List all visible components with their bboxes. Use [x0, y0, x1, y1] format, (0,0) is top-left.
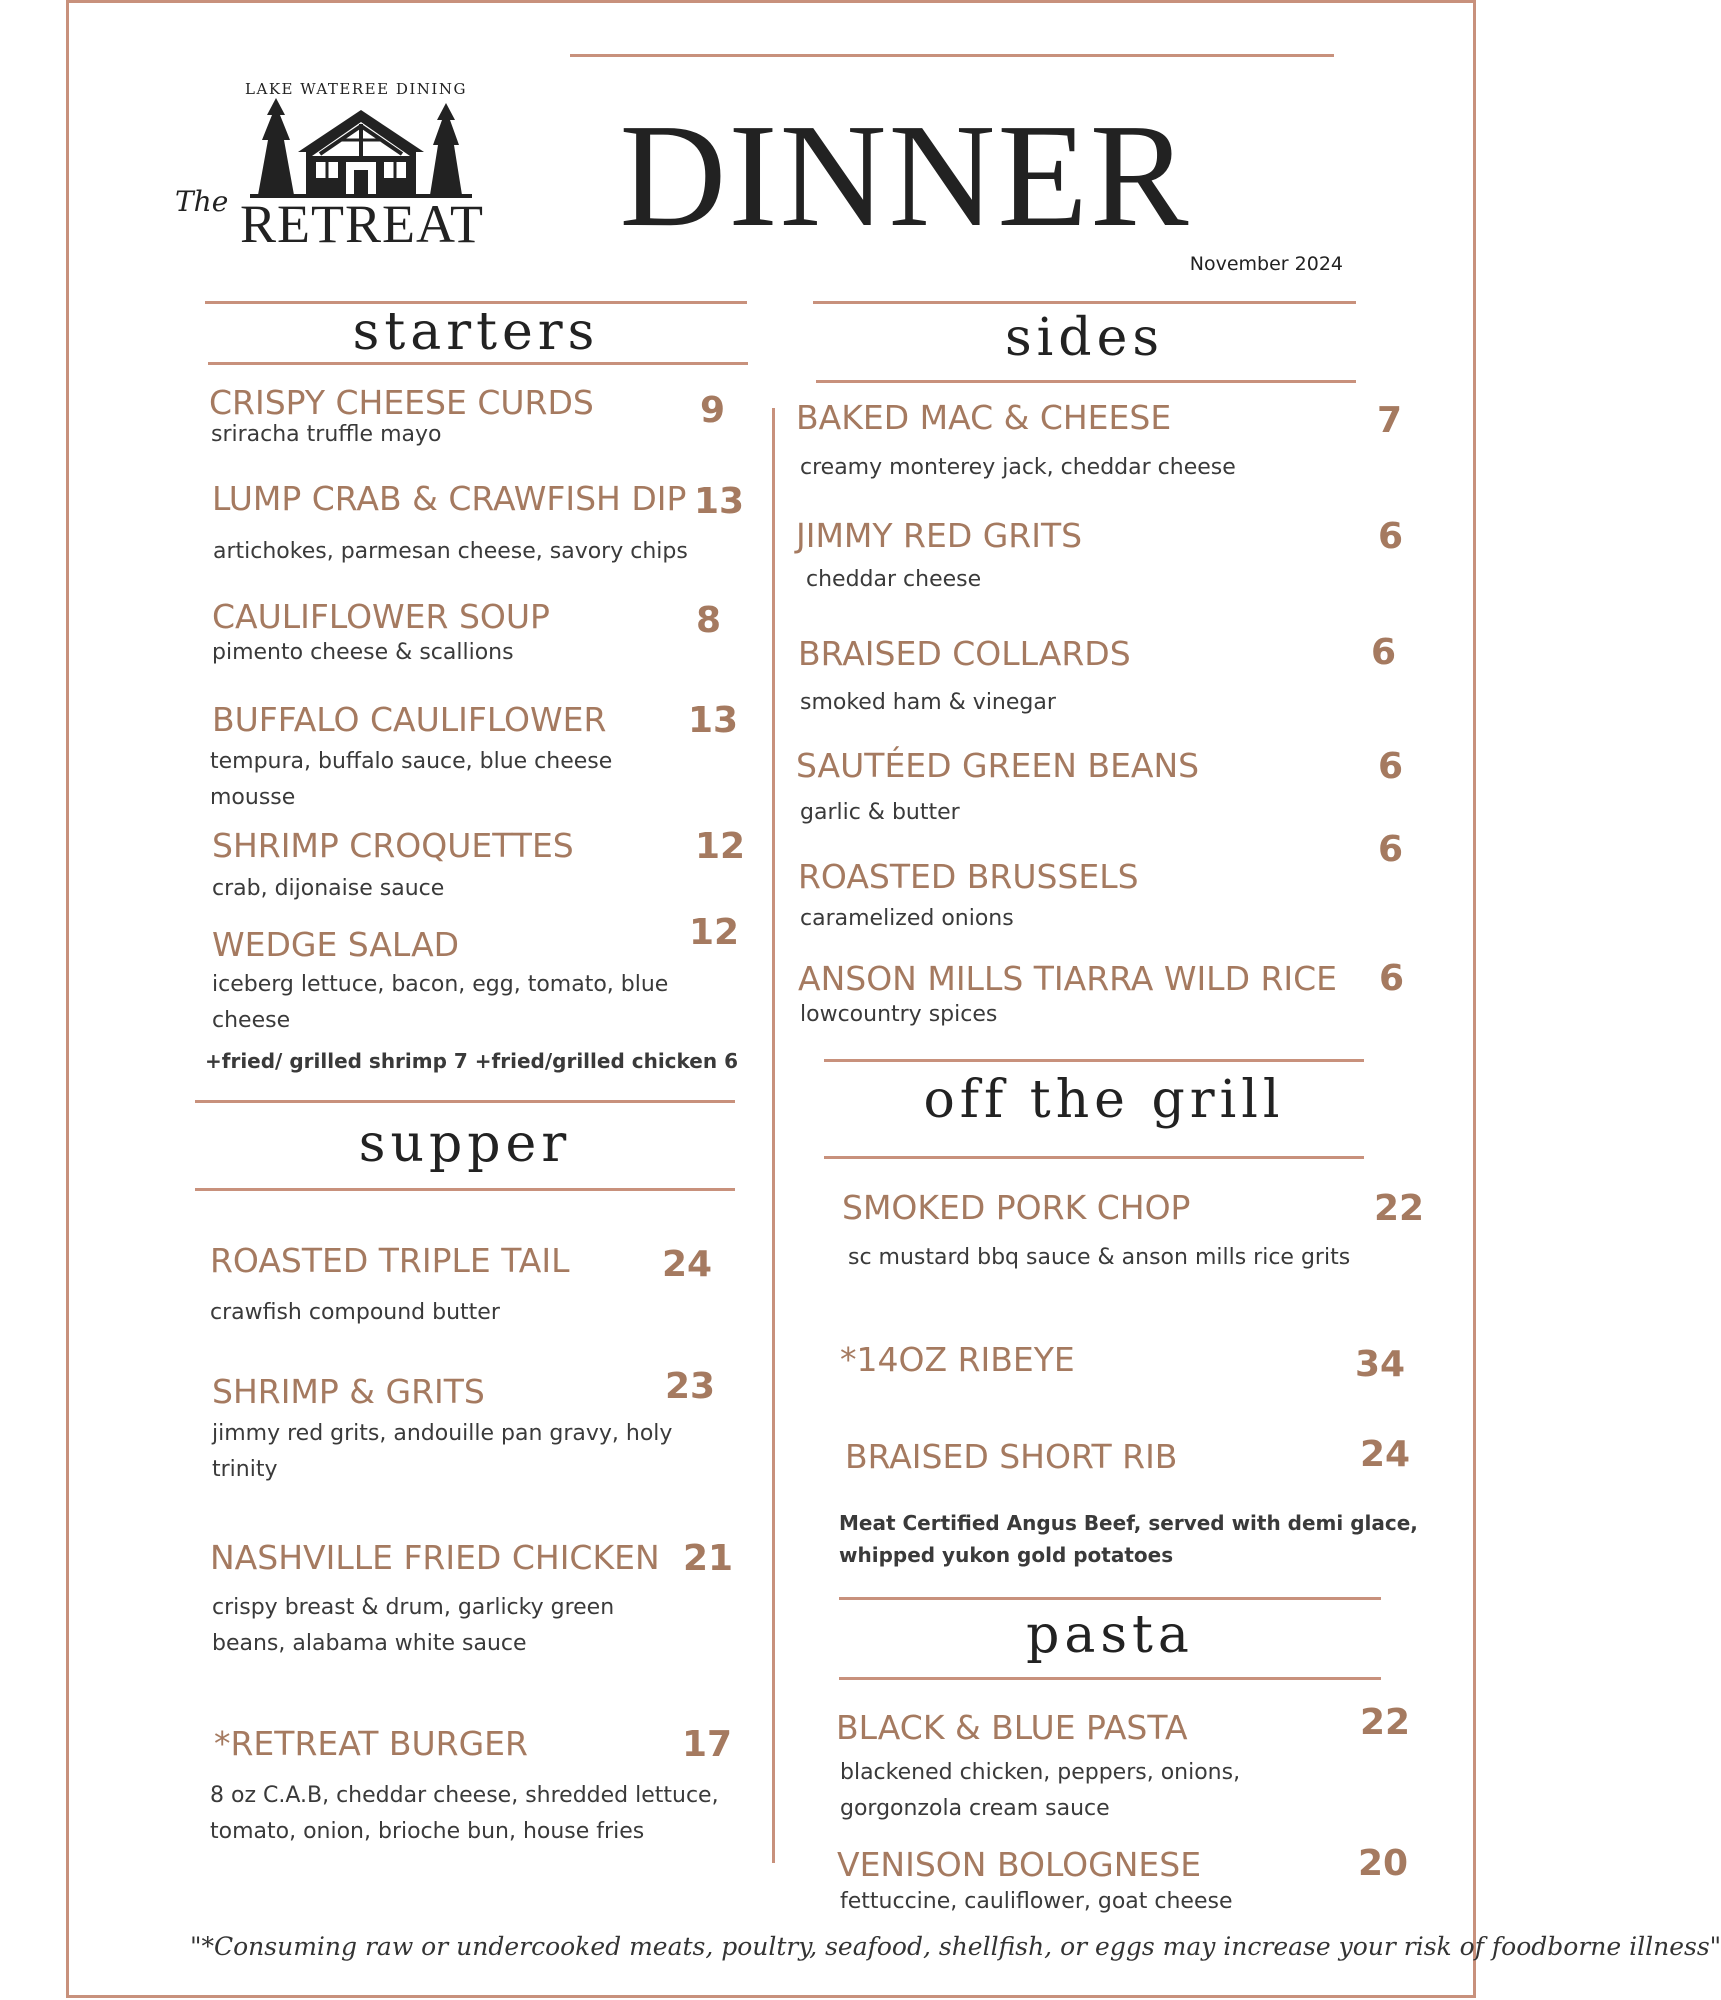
item-name: LUMP CRAB & CRAWFISH DIP — [212, 479, 687, 518]
item-price: 17 — [682, 1724, 733, 1765]
item-desc: sc mustard bbq sauce & anson mills rice grits — [848, 1245, 1351, 1270]
item-price: 8 — [696, 600, 722, 641]
logo-tagline: LAKE WATEREE DINING — [245, 80, 467, 98]
section-title-pasta: pasta — [1026, 1605, 1194, 1665]
item-desc: iceberg lettuce, bacon, egg, tomato, blue cheese — [212, 972, 669, 1033]
item-name: VENISON BOLOGNESE — [837, 1845, 1202, 1884]
item-price: 23 — [665, 1366, 716, 1407]
item-desc: fettuccine, cauliflower, goat cheese — [840, 1889, 1233, 1914]
item-price: 22 — [1360, 1702, 1411, 1743]
page-title: DINNER — [619, 94, 1191, 258]
item-name: ROASTED TRIPLE TAIL — [210, 1241, 570, 1280]
item-price: 20 — [1358, 1843, 1409, 1884]
item-desc: jimmy red grits, andouille pan gravy, holy trinity — [212, 1421, 673, 1482]
section-title-sides: sides — [1004, 308, 1165, 368]
item-price: 6 — [1378, 746, 1404, 787]
sides-rule-top — [813, 301, 1356, 304]
section-title-starters: starters — [352, 302, 600, 362]
grill-rule-top — [824, 1059, 1364, 1062]
item-desc: crispy breast & drum, garlicky green beans, alabama white sauce — [212, 1595, 615, 1656]
item-desc: blackened chicken, peppers, onions, gorgonzola cream sauce — [840, 1760, 1241, 1821]
item-price: 6 — [1378, 829, 1404, 870]
item-price: 9 — [700, 390, 726, 431]
item-name: WEDGE SALAD — [212, 925, 460, 964]
logo-name: RETREAT — [240, 194, 484, 254]
item-name: BAKED MAC & CHEESE — [796, 398, 1172, 437]
item-desc: 8 oz C.A.B, cheddar cheese, shredded lettuce, tomato, onion, brioche bun, house fries — [210, 1783, 719, 1844]
section-title-grill: off the grill — [923, 1070, 1285, 1130]
item-desc: sriracha truffle mayo — [211, 422, 442, 447]
logo-the: The — [175, 185, 229, 218]
pasta-rule-bottom — [839, 1677, 1381, 1680]
starters-rule-bottom — [208, 362, 748, 365]
title-top-rule — [570, 54, 1334, 57]
supper-rule-bottom — [195, 1188, 735, 1191]
item-price: 21 — [683, 1538, 734, 1579]
item-name: ROASTED BRUSSELS — [798, 857, 1139, 896]
starters-addon-note: +fried/ grilled shrimp 7 +fried/grilled chicken 6 — [205, 1049, 738, 1073]
item-name: CRISPY CHEESE CURDS — [209, 383, 594, 422]
item-desc: lowcountry spices — [800, 1002, 998, 1027]
logo-house-image — [250, 100, 472, 200]
item-desc: crawfish compound butter — [210, 1300, 500, 1325]
item-price: 13 — [694, 481, 745, 522]
item-price: 24 — [1360, 1434, 1411, 1475]
sides-rule-bottom — [816, 380, 1356, 383]
item-price: 6 — [1371, 632, 1397, 673]
grill-rule-bottom — [824, 1156, 1364, 1159]
item-name: CAULIFLOWER SOUP — [212, 597, 550, 636]
item-price: 6 — [1378, 516, 1404, 557]
item-price: 13 — [688, 700, 739, 741]
item-name: BUFFALO CAULIFLOWER — [212, 700, 607, 739]
item-price: 7 — [1377, 400, 1403, 441]
item-desc: garlic & butter — [800, 800, 960, 825]
item-desc: creamy monterey jack, cheddar cheese — [800, 455, 1236, 480]
item-price: 22 — [1374, 1188, 1425, 1229]
item-price: 34 — [1355, 1344, 1406, 1385]
item-name: SHRIMP & GRITS — [212, 1372, 485, 1411]
item-name: SHRIMP CROQUETTES — [212, 826, 574, 865]
item-price: 12 — [689, 912, 740, 953]
item-price: 24 — [662, 1244, 713, 1285]
item-price: 6 — [1379, 958, 1405, 999]
grill-note: Meat Certified Angus Beef, served with demi glace, whipped yukon gold potatoes — [839, 1511, 1418, 1567]
item-name: ANSON MILLS TIARRA WILD RICE — [798, 959, 1338, 998]
item-name: BRAISED SHORT RIB — [845, 1437, 1178, 1476]
item-desc: caramelized onions — [800, 906, 1014, 931]
item-desc: crab, dijonaise sauce — [212, 876, 445, 901]
item-name: BRAISED COLLARDS — [798, 634, 1131, 673]
item-price: 12 — [695, 826, 746, 867]
item-name: BLACK & BLUE PASTA — [836, 1708, 1188, 1747]
item-desc: smoked ham & vinegar — [800, 690, 1056, 715]
item-desc: artichokes, parmesan cheese, savory chips — [213, 539, 688, 564]
column-divider — [772, 408, 775, 1863]
item-desc: cheddar cheese — [806, 567, 982, 592]
item-desc: tempura, buffalo sauce, blue cheese mousse — [210, 749, 613, 810]
item-name: SAUTÉED GREEN BEANS — [796, 746, 1200, 785]
menu-date: November 2024 — [1189, 253, 1343, 275]
item-name: *14OZ RIBEYE — [840, 1340, 1075, 1379]
item-name: *RETREAT BURGER — [214, 1724, 528, 1763]
supper-rule-top — [195, 1100, 735, 1103]
item-name: SMOKED PORK CHOP — [842, 1188, 1191, 1227]
section-title-supper: supper — [358, 1114, 572, 1174]
item-desc: pimento cheese & scallions — [212, 640, 514, 665]
food-safety-disclaimer: "*Consuming raw or undercooked meats, poultry, seafood, shellfish, or eggs may increase your risk of foodborne illness" — [190, 1932, 1721, 1961]
pasta-rule-top — [839, 1597, 1381, 1600]
item-name: NASHVILLE FRIED CHICKEN — [210, 1538, 660, 1577]
item-name: JIMMY RED GRITS — [796, 516, 1083, 555]
